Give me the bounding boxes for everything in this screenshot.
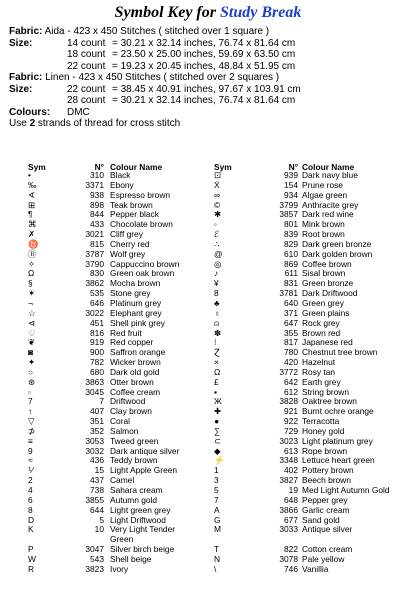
row-colour-name: Ebony: [110, 179, 134, 190]
row-colour-name: Dark golden brown: [302, 248, 373, 259]
row-dmc-number: 15: [94, 465, 104, 476]
fabric1-label: Fabric:: [9, 26, 43, 37]
strands-line: [9, 118, 409, 130]
row-symbol: £: [214, 376, 219, 387]
row-dmc-number: 3827: [279, 475, 298, 486]
row-dmc-number: 648: [284, 494, 298, 505]
row-dmc-number: 830: [90, 268, 104, 279]
row-symbol: \: [214, 563, 217, 574]
row-colour-name: Green oak brown: [110, 268, 175, 279]
row-symbol: ●: [214, 416, 220, 427]
row-symbol: ∞: [214, 189, 220, 200]
row-colour-name: Light green grey: [110, 504, 171, 515]
row-dmc-number: 3787: [85, 248, 104, 259]
row-colour-name: Anthracite grey: [302, 199, 359, 210]
row-dmc-number: 829: [284, 238, 298, 249]
row-symbol: ⍝: [214, 317, 220, 328]
row-colour-name: Rope brown: [302, 445, 348, 456]
row-colour-name: Very Light Tender: [110, 524, 176, 535]
row-symbol: ▽: [28, 416, 35, 427]
title-pattern-name: Study Break: [219, 4, 302, 21]
row-symbol: ♁: [214, 307, 221, 318]
row-symbol: K: [28, 524, 34, 535]
row-symbol: 4: [28, 485, 33, 495]
row-dmc-number: 3033: [279, 524, 298, 535]
row-colour-name: Ivory: [110, 563, 129, 574]
row-dmc-number: 402: [284, 465, 298, 476]
row-dmc-number: 3790: [85, 258, 104, 269]
row-symbol: R: [28, 563, 35, 574]
strands-post: strands of thread for cross stitch: [35, 118, 181, 129]
row-colour-name: Cappuccino brown: [110, 258, 180, 269]
row-symbol: 8: [214, 288, 219, 299]
row-dmc-number: 3866: [279, 504, 298, 515]
row-colour-name: Platinum grey: [110, 297, 162, 308]
row-dmc-number: 543: [90, 553, 104, 564]
row-dmc-number: 3348: [279, 455, 298, 466]
row-colour-name: Sisal brown: [302, 268, 346, 279]
row-symbol: 9: [28, 445, 33, 456]
row-symbol: ↑: [28, 406, 33, 417]
row-colour-name: Hazelnut: [302, 357, 336, 368]
size-value: = 38.45 x 40.91 inches, 97.67 x 103.91 cm: [112, 83, 301, 95]
row-symbol: Ɀ: [214, 347, 220, 358]
row-dmc-number: 310: [90, 170, 104, 180]
row-colour-name: Mocha brown: [110, 278, 161, 289]
symbol-table-right: [214, 162, 409, 575]
table-row: [28, 565, 213, 575]
size-count: 14 count: [67, 37, 106, 49]
row-dmc-number: 815: [90, 238, 104, 249]
row-colour-name: Dark red wine: [302, 209, 354, 220]
row-colour-name: Stone grey: [110, 288, 151, 299]
row-symbol: G: [214, 514, 221, 525]
row-dmc-number: 610: [284, 248, 298, 259]
row-symbol: ≈: [28, 455, 33, 466]
row-dmc-number: 816: [90, 327, 104, 338]
row-symbol: Ж: [214, 396, 222, 407]
row-colour-name: Green grey: [302, 297, 344, 308]
row-colour-name: Teddy brown: [110, 455, 158, 466]
row-dmc-number: 371: [284, 307, 298, 318]
row-symbol: P: [28, 544, 34, 555]
strands-pre: Use: [9, 118, 30, 129]
row-colour-name: Saffron orange: [110, 347, 166, 358]
row-symbol: ✽: [214, 327, 222, 338]
row-symbol: 5: [214, 485, 219, 495]
row-dmc-number: 3772: [279, 366, 298, 377]
row-dmc-number: 898: [90, 199, 104, 210]
row-dmc-number: 613: [284, 445, 298, 456]
row-symbol: ♉: [28, 238, 39, 249]
row-colour-name: Terracotta: [302, 416, 340, 427]
row-symbol: 1: [214, 465, 219, 476]
row-dmc-number: 934: [284, 189, 298, 200]
row-dmc-number: 644: [90, 504, 104, 515]
row-colour-name: Green: [110, 534, 134, 545]
row-colour-name: Prune rose: [302, 179, 343, 190]
row-dmc-number: 844: [90, 209, 104, 220]
row-symbol: ⊞: [28, 199, 36, 210]
size-value: = 23.50 x 25.00 inches, 59.69 x 63.50 cm: [112, 49, 296, 60]
fabric-info: [9, 26, 409, 130]
row-symbol: T: [214, 544, 220, 555]
row-symbol: ℰ: [214, 229, 220, 240]
header-sym: Sym: [214, 162, 232, 172]
row-symbol: A: [214, 504, 220, 515]
row-symbol: ▪: [214, 386, 217, 397]
size-count: 18 count: [67, 49, 106, 60]
fabric1-line: [9, 26, 409, 38]
row-colour-name: Beech brown: [302, 475, 351, 486]
row-symbol: ∑: [214, 425, 220, 436]
row-symbol: ⅟: [28, 465, 33, 476]
row-colour-name: Pale yellow: [302, 553, 345, 564]
row-dmc-number: 3781: [279, 288, 298, 299]
symbol-table-left: [28, 162, 213, 575]
row-colour-name: Wolf grey: [110, 248, 146, 259]
size-value: = 30.21 x 32.14 inches, 76.74 x 81.64 cm: [112, 37, 296, 49]
row-symbol: ⁝: [214, 337, 217, 348]
row-symbol: ♪: [214, 268, 219, 279]
row-colour-name: Brown red: [302, 327, 341, 338]
row-dmc-number: 3045: [85, 386, 104, 397]
row-colour-name: Green plains: [302, 307, 350, 318]
row-dmc-number: 919: [90, 337, 104, 348]
row-symbol: ¬: [28, 297, 33, 308]
row-symbol: ⊡: [214, 170, 222, 180]
strands-number: 2: [29, 118, 36, 129]
row-dmc-number: 938: [90, 189, 104, 200]
row-colour-name: Japanese red: [302, 337, 353, 348]
row-dmc-number: 921: [284, 406, 298, 417]
row-colour-name: Chestnut tree brown: [302, 347, 378, 358]
row-dmc-number: 3023: [279, 435, 298, 446]
row-dmc-number: 3855: [85, 494, 104, 505]
title-prefix: Symbol Key for: [114, 4, 220, 21]
row-dmc-number: 3078: [279, 553, 298, 564]
fabric1-desc: Aida - 423 x 450 Stitches ( stitched over 1 square ): [44, 26, 270, 37]
row-colour-name: Silver birch beige: [110, 544, 175, 555]
row-symbol: Ω: [214, 366, 221, 377]
row-symbol: ⊲: [28, 317, 36, 328]
row-dmc-number: 7: [99, 396, 104, 407]
row-symbol: ⊅: [28, 425, 36, 436]
row-dmc-number: 729: [284, 425, 298, 436]
row-dmc-number: 782: [90, 357, 104, 368]
row-symbol: ×: [214, 357, 219, 368]
row-dmc-number: 10: [94, 524, 104, 535]
colours-line: [9, 107, 409, 119]
row-colour-name: Rock grey: [302, 317, 340, 328]
row-symbol: 8: [28, 504, 33, 515]
row-colour-name: Dark Driftwood: [302, 288, 358, 299]
row-symbol: •: [28, 170, 31, 180]
row-colour-name: Cherry red: [110, 238, 150, 249]
table-row: [214, 565, 409, 575]
row-colour-name: Coffee brown: [302, 258, 352, 269]
row-symbol: ✱: [214, 209, 222, 220]
row-symbol: ⌘: [28, 219, 37, 230]
row-dmc-number: 640: [284, 297, 298, 308]
colours-value: DMC: [67, 106, 90, 118]
row-symbol: §: [28, 278, 33, 289]
row-colour-name: Espresso brown: [110, 189, 171, 200]
fabric2-line: [9, 72, 409, 84]
row-symbol: M: [214, 524, 221, 535]
row-colour-name: Dark antique silver: [110, 445, 180, 456]
row-dmc-number: 646: [90, 297, 104, 308]
row-dmc-number: 3862: [85, 278, 104, 289]
row-symbol: 6: [28, 494, 33, 505]
row-dmc-number: 822: [284, 544, 298, 555]
row-colour-name: String brown: [302, 386, 350, 397]
row-colour-name: Algae green: [302, 189, 348, 200]
row-colour-name: Dark old gold: [110, 366, 160, 377]
row-dmc-number: 3047: [85, 544, 104, 555]
row-colour-name: Cliff grey: [110, 229, 143, 240]
row-dmc-number: 3022: [85, 307, 104, 318]
fabric1-size-label: Size:: [9, 37, 33, 49]
row-dmc-number: 3021: [85, 229, 104, 240]
row-colour-name: Mink brown: [302, 219, 345, 230]
fabric2-desc: Linen - 423 x 450 Stitches ( stitched over 2 squares ): [45, 72, 280, 83]
row-colour-name: Light Driftwood: [110, 514, 166, 525]
row-colour-name: Camel: [110, 475, 135, 486]
row-symbol: ☆: [28, 307, 36, 318]
table-row: [214, 525, 409, 535]
row-colour-name: Tweed green: [110, 435, 159, 446]
row-dmc-number: 839: [284, 229, 298, 240]
row-colour-name: Dark navy blue: [302, 170, 358, 180]
row-dmc-number: 3032: [85, 445, 104, 456]
row-colour-name: Light Apple Green: [110, 465, 178, 476]
row-dmc-number: 738: [90, 485, 104, 495]
row-dmc-number: 154: [284, 179, 298, 190]
row-colour-name: Pepper grey: [302, 494, 348, 505]
row-dmc-number: 611: [284, 268, 298, 279]
row-colour-name: Clay brown: [110, 406, 152, 417]
row-symbol: ◆: [214, 445, 221, 456]
row-dmc-number: 420: [284, 357, 298, 368]
row-symbol: ⊂: [214, 435, 222, 446]
row-dmc-number: 647: [284, 317, 298, 328]
row-colour-name: Earth grey: [302, 376, 341, 387]
row-colour-name: Chocolate brown: [110, 219, 173, 230]
size-count: 22 count: [67, 83, 106, 95]
row-symbol: ⊛: [28, 376, 36, 387]
row-dmc-number: 831: [284, 278, 298, 289]
row-symbol: ‰: [28, 179, 37, 190]
row-colour-name: Oaktree brown: [302, 396, 357, 407]
row-dmc-number: 3371: [85, 179, 104, 190]
row-dmc-number: 433: [90, 219, 104, 230]
row-symbol: N: [214, 553, 221, 564]
row-symbol: ✗: [28, 229, 36, 240]
row-colour-name: Salmon: [110, 425, 139, 436]
row-symbol: 3: [214, 475, 219, 486]
row-dmc-number: 437: [90, 475, 104, 486]
row-colour-name: Coffee cream: [110, 386, 161, 397]
row-symbol: ✚: [214, 406, 222, 417]
fabric1-size-1: [9, 38, 409, 50]
row-dmc-number: 407: [90, 406, 104, 417]
header-name: Colour Name: [302, 162, 355, 172]
row-symbol: ⚡: [214, 455, 225, 466]
row-symbol: ❦: [28, 337, 36, 348]
row-symbol: ◎: [214, 258, 222, 269]
row-colour-name: Red copper: [110, 337, 154, 348]
row-colour-name: Green bronze: [302, 278, 354, 289]
row-dmc-number: 801: [284, 219, 298, 230]
row-symbol: ∢: [28, 189, 36, 200]
row-colour-name: Shell pink grey: [110, 317, 165, 328]
row-symbol: 7: [28, 396, 33, 407]
row-dmc-number: 451: [90, 317, 104, 328]
row-dmc-number: 612: [284, 386, 298, 397]
row-colour-name: Coral: [110, 416, 131, 427]
row-symbol: ✦: [28, 357, 36, 368]
row-dmc-number: 900: [90, 347, 104, 358]
row-symbol: Ẋ: [214, 179, 220, 190]
row-dmc-number: 3828: [279, 396, 298, 407]
row-symbol: ◦: [214, 219, 217, 230]
fabric2-size-1: [9, 84, 409, 96]
row-dmc-number: 869: [284, 258, 298, 269]
size-count: 22 count: [67, 60, 106, 72]
row-dmc-number: 19: [288, 485, 298, 495]
row-dmc-number: 3857: [279, 209, 298, 220]
fabric2-size-label: Size:: [9, 83, 33, 95]
row-dmc-number: 642: [284, 376, 298, 387]
row-dmc-number: 436: [90, 455, 104, 466]
row-symbol: ≡: [28, 435, 33, 446]
row-symbol: ✶: [28, 288, 36, 299]
row-symbol: 7: [214, 494, 219, 505]
fabric2-label: Fabric:: [9, 72, 43, 83]
row-colour-name: Burnt ochre orange: [302, 406, 374, 417]
row-colour-name: Root brown: [302, 229, 345, 240]
row-dmc-number: 939: [284, 170, 298, 180]
row-dmc-number: 680: [90, 366, 104, 377]
row-symbol: ©: [214, 199, 221, 210]
row-symbol: ◙: [28, 347, 34, 358]
row-symbol: ¶: [28, 209, 33, 220]
row-colour-name: Sand gold: [302, 514, 340, 525]
row-colour-name: Driftwood: [110, 396, 146, 407]
row-dmc-number: 352: [90, 425, 104, 436]
row-colour-name: Autumn gold: [110, 494, 158, 505]
row-colour-name: Garlic cream: [302, 504, 350, 515]
table-body: [28, 171, 213, 575]
row-dmc-number: 677: [284, 514, 298, 525]
fabric1-size-3: [9, 61, 409, 73]
row-colour-name: Antique silver: [302, 524, 353, 535]
table-body: [214, 171, 409, 575]
row-symbol: ♡: [28, 327, 36, 338]
row-colour-name: Shell beige: [110, 553, 152, 564]
row-colour-name: Pepper black: [110, 209, 159, 220]
row-symbol: 2: [28, 475, 33, 486]
row-dmc-number: 817: [284, 337, 298, 348]
row-symbol: W: [28, 553, 36, 564]
page-title: [0, 4, 416, 22]
row-dmc-number: 3823: [85, 563, 104, 574]
size-value: = 19.23 x 20.45 inches, 48.84 x 51.95 cm: [112, 60, 296, 72]
row-colour-name: Cotton cream: [302, 544, 353, 555]
size-count: 28 count: [67, 95, 106, 106]
row-colour-name: Light platinum grey: [302, 435, 373, 446]
row-colour-name: Vanillia: [302, 563, 329, 574]
row-symbol: ○: [28, 366, 34, 377]
row-colour-name: Red fruit: [110, 327, 142, 338]
row-symbol: ¥: [214, 278, 219, 289]
row-symbol: D: [28, 514, 35, 525]
fabric1-size-2: [9, 49, 409, 61]
row-symbol: ∴: [214, 238, 220, 249]
row-colour-name: Pottery brown: [302, 465, 354, 476]
row-colour-name: Lettuce heart green: [302, 455, 375, 466]
row-dmc-number: 3053: [85, 435, 104, 446]
fabric2-size-2: [9, 95, 409, 107]
row-dmc-number: 351: [90, 416, 104, 427]
row-colour-name: Rosy tan: [302, 366, 336, 377]
row-dmc-number: 5: [99, 514, 104, 525]
row-colour-name: Med Light Autumn Gold: [302, 485, 390, 495]
row-colour-name: Elephant grey: [110, 307, 162, 318]
row-dmc-number: 780: [284, 347, 298, 358]
row-colour-name: Otter brown: [110, 376, 154, 387]
row-symbol: Ω: [28, 268, 35, 279]
row-colour-name: Dark green bronze: [302, 238, 372, 249]
row-dmc-number: 922: [284, 416, 298, 427]
header-num: N°: [94, 162, 104, 172]
row-dmc-number: 355: [284, 327, 298, 338]
size-value: = 30.21 x 32.14 inches, 76.74 x 81.64 cm: [112, 95, 296, 106]
row-colour-name: Sahara cream: [110, 485, 163, 495]
colours-label: Colours:: [9, 106, 51, 118]
row-symbol: ▫: [28, 386, 31, 397]
header-num: N°: [288, 162, 298, 172]
row-colour-name: Honey gold: [302, 425, 345, 436]
row-dmc-number: 746: [284, 563, 298, 574]
row-colour-name: Black: [110, 170, 131, 180]
row-symbol: ✧: [28, 258, 36, 269]
row-colour-name: Wicker brown: [110, 357, 161, 368]
row-symbol: ♣: [214, 297, 220, 308]
row-symbol: @: [214, 248, 223, 259]
row-dmc-number: 3799: [279, 199, 298, 210]
row-colour-name: Teak brown: [110, 199, 153, 210]
header-name: Colour Name: [110, 162, 163, 172]
row-symbol: Ⓑ: [28, 248, 37, 259]
header-sym: Sym: [28, 162, 46, 172]
row-dmc-number: 535: [90, 288, 104, 299]
row-dmc-number: 3863: [85, 376, 104, 387]
